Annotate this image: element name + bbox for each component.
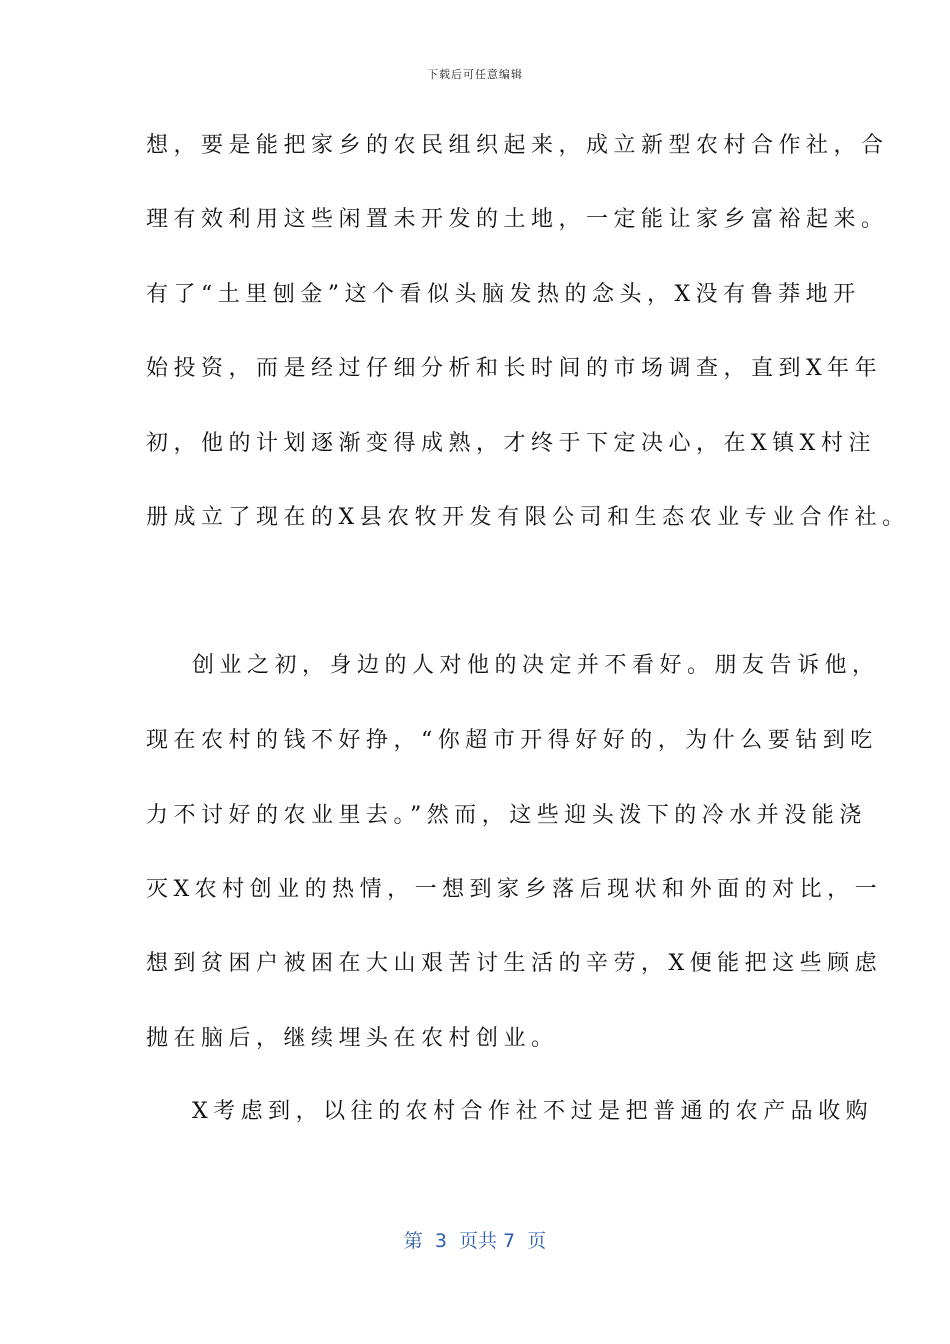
- text-line: 初，他的计划逐渐变得成熟，才终于下定决心，在X镇X村注: [146, 431, 876, 456]
- text-line: 始投资，而是经过仔细分析和长时间的市场调查，直到X年年: [146, 356, 883, 381]
- paragraph-start-line: 创业之初，身边的人对他的决定并不看好。朋友告诉他，: [192, 653, 880, 678]
- page-number-footer: 第 3 页共 7 页: [403, 1230, 547, 1252]
- text-line: 灭X农村创业的热情，一想到家乡落后现状和外面的对比，一: [146, 877, 883, 902]
- text-line: 现在农村的钱不好挣，“你超市开得好好的，为什么要钻到吃: [146, 728, 878, 753]
- text-line: 抛在脑后，继续埋头在农村创业。: [146, 1026, 559, 1051]
- text-line: 力不讨好的农业里去。”然而，这些迎头泼下的冷水并没能浇: [146, 803, 867, 828]
- text-line: 想到贫困户被困在大山艰苦讨生活的辛劳，X便能把这些顾虑: [146, 951, 883, 976]
- text-line: 册成立了现在的X县农牧开发有限公司和生态农业专业合作社。: [146, 505, 910, 530]
- text-line: 有了“土里刨金”这个看似头脑发热的念头，X没有鲁莽地开: [146, 282, 861, 307]
- text-line: 想，要是能把家乡的农民组织起来，成立新型农村合作社，合: [146, 133, 889, 158]
- paragraph-start-line: X考虑到，以往的农村合作社不过是把普通的农产品收购: [192, 1099, 874, 1124]
- text-line: 理有效利用这些闲置未开发的土地，一定能让家乡富裕起来。: [146, 207, 889, 232]
- page-header: 下载后可任意编辑: [427, 68, 523, 81]
